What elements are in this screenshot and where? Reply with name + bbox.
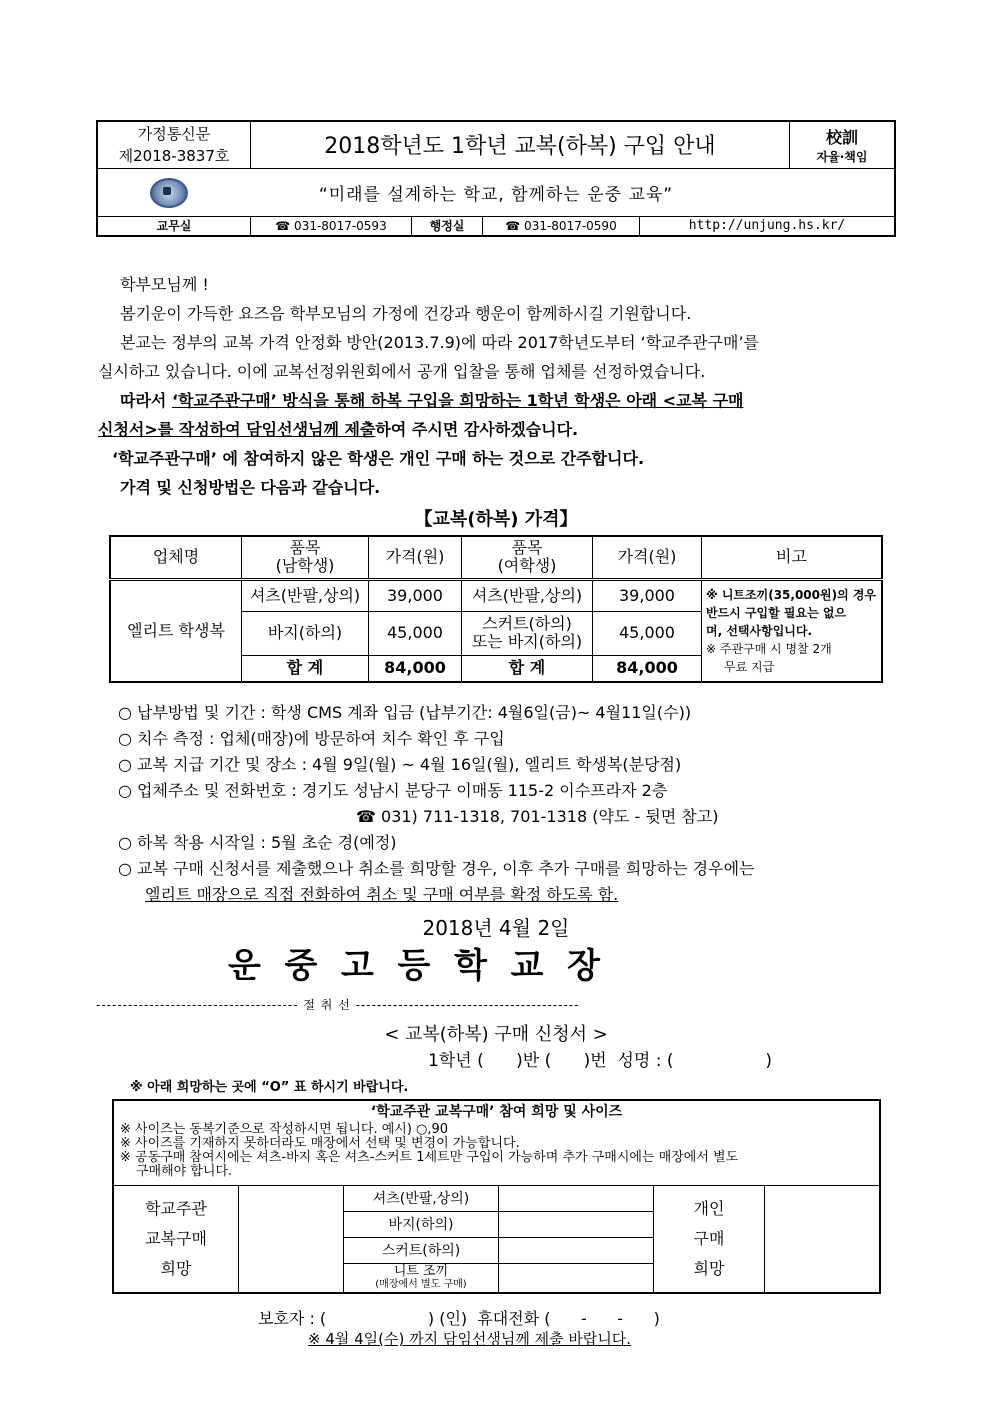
option-skirt: 스커트(하의): [344, 1237, 499, 1263]
office1-phone: ☎ 031-8017-0593: [251, 216, 412, 236]
school-purchase-mark-field[interactable]: [239, 1185, 344, 1293]
guardian-line: 보호자 : ( ) (인) 휴대전화 ( - - ): [258, 1309, 660, 1328]
item-start-date: ○ 하복 착용 시작일 : 5월 초순 경(예정): [118, 833, 397, 852]
motto-cell: [789, 121, 895, 168]
header-item-male-line2: (남학생): [275, 556, 335, 576]
form-instruction: ※ 아래 희망하는 곳에 “O” 표 하시기 바랍니다.: [130, 1080, 409, 1095]
price-note: [702, 579, 883, 682]
personal-purchase-mark-field[interactable]: [765, 1185, 881, 1293]
left-line3: 희망: [160, 1258, 192, 1278]
school-url[interactable]: http://unjung.hs.kr/: [640, 216, 896, 236]
form-title: < 교복(하복) 구매 신청서 >: [384, 1024, 608, 1045]
row2-item-female: [462, 611, 593, 655]
row2-item-female-line2: 또는 바지(하의): [471, 632, 583, 651]
right-line2: 구매: [693, 1228, 725, 1248]
total-male: 84,000: [369, 655, 462, 682]
motto-label: 校訓: [825, 127, 858, 147]
school-purchase-label: [113, 1185, 239, 1293]
desc-line3: ※ 공동구매 참여시에는 셔츠-바지 혹은 셔츠-스커트 1세트만 구입이 가능하며 추가 구매시에는 매장에서 별도: [120, 1150, 739, 1165]
row2-item-male: 바지(하의): [242, 611, 369, 655]
row1-price-female: 39,000: [593, 579, 702, 611]
slogan-row: [97, 168, 895, 216]
item-cancel-cont: 엘리트 매장으로 직접 전화하여 취소 및 구매 여부를 확정 하도록 함.: [145, 885, 619, 904]
price-table-title: 【교복(하복) 가격】: [414, 509, 578, 530]
paragraph-3a: [120, 386, 744, 415]
header-box: [96, 120, 896, 237]
size-pants-field[interactable]: [499, 1211, 654, 1237]
paragraph-5: 가격 및 신청방법은 다음과 같습니다.: [120, 478, 381, 497]
application-table: [112, 1099, 881, 1294]
letter-date: 2018년 4월 2일: [422, 916, 570, 940]
item-address: ○ 업체주소 및 전화번호 : 경기도 성남시 분당구 이매동 115-2 이수프라자 2층: [118, 781, 668, 800]
note-line5: 무료 지급: [724, 659, 775, 674]
size-skirt-field[interactable]: [499, 1237, 654, 1263]
right-line3: 희망: [693, 1258, 725, 1278]
header-item-female: [462, 536, 593, 579]
school-emblem-icon: [150, 178, 188, 208]
note-line4: ※ 주관구매 시 명찰 2개: [706, 641, 832, 656]
student-info: 1학년 ( )반 ( )번 성명 : ( ): [428, 1051, 773, 1071]
vendor-name: 엘리트 학생복: [110, 579, 242, 682]
option-pants: 바지(하의): [344, 1211, 499, 1237]
school-slogan: “미래를 설계하는 학교, 함께하는 운중 교육”: [318, 184, 674, 205]
desc-line1: ※ 사이즈는 동복기준으로 작성하시면 됩니다. 예시) ○,90: [120, 1122, 449, 1137]
box-description: [113, 1121, 880, 1185]
total-label-male: 합 계: [242, 655, 369, 682]
paragraph-2a: 본교는 정부의 교복 가격 안정화 방안(2013.7.9)에 따라 2017학년도부터 ‘학교주관구매’를: [120, 333, 759, 352]
header-item-female-line2: (여학생): [497, 556, 557, 576]
option-shirt: 셔츠(반팔,상의): [344, 1185, 499, 1211]
document-title: 2018학년도 1학년 교복(하복) 구입 안내: [251, 121, 790, 168]
row2-item-female-line1: 스커트(하의): [482, 614, 572, 633]
item-payment: ○ 납부방법 및 기간 : 학생 CMS 계좌 입금 (납부기간: 4월6일(금)~ 4월11일(수)): [118, 703, 692, 722]
cut-line: -------------------------------------- 절 취 선 ------------------------------------------: [96, 998, 580, 1012]
header-price-female: 가격(원): [593, 536, 702, 579]
paragraph-3b-underlined: 신청서>를 작성하여 담임선생님께 제출: [98, 420, 376, 439]
right-line1: 개인: [693, 1198, 725, 1218]
office2-label: 행정실: [412, 216, 483, 236]
paragraph-3b: [98, 415, 578, 444]
price-table: [109, 535, 883, 683]
paragraph-4: ‘학교주관구매’ 에 참여하지 않은 학생은 개인 구매 하는 것으로 간주합니다.: [112, 449, 645, 468]
greeting: 학부모님께 !: [120, 275, 209, 294]
principal-signature: 운 중 고 등 학 교 장: [228, 946, 600, 986]
row1-item-male: 셔츠(반팔,상의): [242, 579, 369, 611]
header-item-female-line1: 품목: [511, 538, 543, 558]
note-line3: 며, 선택사항입니다.: [706, 623, 813, 638]
note-line2: 반드시 구입할 필요는 없으: [706, 605, 847, 620]
header-item-male: [242, 536, 369, 579]
size-vest-field[interactable]: [499, 1263, 654, 1293]
note-line1: ※ 니트조끼(35,000원)의 경우: [706, 587, 877, 602]
row2-price-female: 45,000: [593, 611, 702, 655]
desc-line3b: 구매해야 합니다.: [136, 1164, 233, 1179]
paragraph-1: 봄기운이 가득한 요즈음 학부모님의 가정에 건강과 행운이 함께하시길 기원합니다.: [120, 304, 692, 323]
motto-value: 자율·책임: [816, 149, 868, 164]
size-shirt-field[interactable]: [499, 1185, 654, 1211]
row2-price-male: 45,000: [369, 611, 462, 655]
desc-line2: ※ 사이즈를 기재하지 못하더라도 매장에서 선택 및 변경이 가능합니다.: [120, 1136, 520, 1151]
paragraph-3a-lead: 따라서: [120, 391, 167, 410]
header-note: 비고: [702, 536, 883, 579]
total-label-female: 합 계: [462, 655, 593, 682]
total-female: 84,000: [593, 655, 702, 682]
row1-price-male: 39,000: [369, 579, 462, 611]
doc-number-label: 제2018-3837호: [118, 146, 230, 165]
row1-item-female: 셔츠(반팔,상의): [462, 579, 593, 611]
office2-phone: ☎ 031-8017-0590: [483, 216, 640, 236]
box-title: ‘학교주관 교복구매’ 참여 희망 및 사이즈: [113, 1100, 880, 1121]
item-delivery: ○ 교복 지급 기간 및 장소 : 4월 9일(월) ~ 4월 16일(월), 엘리트 학생복(분당점): [118, 755, 682, 774]
office1-label: 교무실: [97, 216, 251, 236]
item-measure: ○ 치수 측정 : 업체(매장)에 방문하여 치수 확인 후 구입: [118, 729, 505, 748]
left-line2: 교복구매: [145, 1228, 207, 1248]
paragraph-2b: 실시하고 있습니다. 이에 교복선정위원회에서 공개 입찰을 통해 업체를 선정하였습니다.: [98, 362, 706, 381]
left-line1: 학교주관: [145, 1198, 207, 1218]
item-phone: ☎ 031) 711-1318, 701-1318 (약도 - 뒷면 참고): [356, 807, 719, 826]
header-price-male: 가격(원): [369, 536, 462, 579]
item-cancel: ○ 교복 구매 신청서를 제출했으나 취소를 희망할 경우, 이후 추가 구매를 희망하는 경우에는: [118, 859, 755, 878]
option-vest-line1: 니트 조끼: [393, 1263, 449, 1279]
option-vest-line2: (매장에서 별도 구매): [375, 1278, 467, 1290]
option-vest: [344, 1263, 499, 1293]
paragraph-3a-underlined: ‘학교주관구매’ 방식을 통해 하복 구입을 희망하는 1학년 학생은 아래 <교복 구매: [171, 391, 744, 410]
doc-type-label: 가정통신문: [137, 124, 211, 143]
deadline-note: ※ 4월 4일(수) 까지 담임선생님께 제출 바랍니다.: [308, 1330, 632, 1348]
header-item-male-line1: 품목: [289, 538, 321, 558]
paragraph-3b-rest: 하여 주시면 감사하겠습니다.: [375, 420, 579, 439]
personal-purchase-label: [654, 1185, 765, 1293]
doc-label-cell: [97, 121, 251, 168]
header-vendor: 업체명: [110, 536, 242, 579]
